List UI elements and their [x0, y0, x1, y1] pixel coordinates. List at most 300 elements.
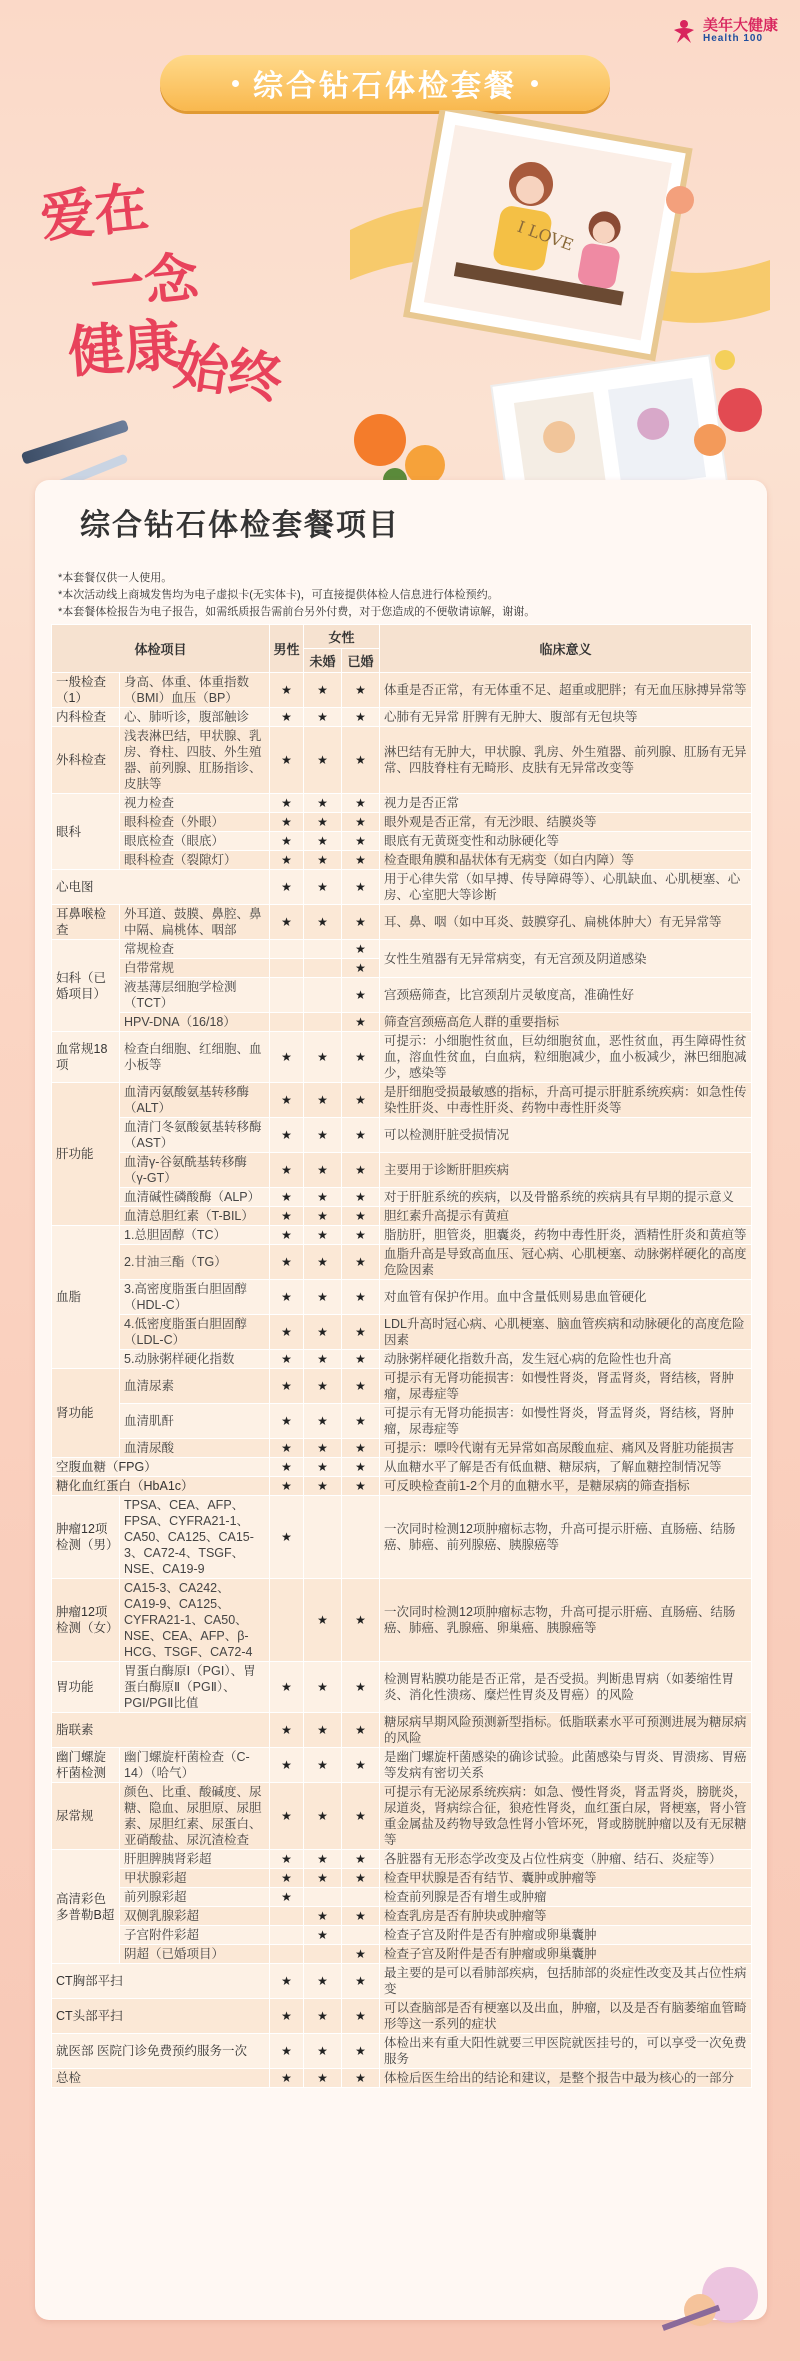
row-meaning: 检查甲状腺是否有结节、囊肿或肿瘤等 — [380, 1869, 752, 1888]
row-meaning: 体重是否正常，有无体重不足、超重或肥胖；有无血压脉搏异常等 — [380, 673, 752, 708]
row-mark-u: ★ — [304, 1926, 342, 1945]
row-mark-u: ★ — [304, 813, 342, 832]
row-category: 总检 — [52, 2069, 270, 2088]
row-mark-w: ★ — [342, 1850, 380, 1869]
row-mark-m: ★ — [270, 1662, 304, 1713]
slogan-line-4: 始终 — [170, 332, 287, 412]
row-item: 心、肺听诊，腹部触诊 — [120, 708, 270, 727]
row-mark-m — [270, 1013, 304, 1032]
row-mark-w: ★ — [342, 1458, 380, 1477]
row-meaning: 是幽门螺旋杆菌感染的确诊试验。此菌感染与胃炎、胃溃疡、胃癌等发病有密切关系 — [380, 1748, 752, 1783]
row-mark-w: ★ — [342, 1579, 380, 1662]
row-item: 5.动脉粥样硬化指数 — [120, 1350, 270, 1369]
row-mark-m: ★ — [270, 1850, 304, 1869]
row-meaning: 可以查脑部是否有梗塞以及出血，肿瘤，以及是否有脑萎缩血管畸形等这一系列的症状 — [380, 1999, 752, 2034]
table-row — [52, 1226, 752, 1245]
row-category: 空腹血糖（FPG） — [52, 1458, 270, 1477]
table-row — [52, 1350, 752, 1369]
row-item: 3.高密度脂蛋白胆固醇（HDL-C） — [120, 1280, 270, 1315]
table-row — [52, 708, 752, 727]
row-meaning: 视力是否正常 — [380, 794, 752, 813]
header-meaning: 临床意义 — [380, 625, 752, 673]
table-row — [52, 1439, 752, 1458]
row-meaning: 可反映检查前1-2个月的血糖水平，是糖尿病的筛查指标 — [380, 1477, 752, 1496]
row-mark-u: ★ — [304, 1662, 342, 1713]
row-mark-u: ★ — [304, 1907, 342, 1926]
row-mark-m: ★ — [270, 832, 304, 851]
row-mark-w: ★ — [342, 2034, 380, 2069]
row-mark-m: ★ — [270, 905, 304, 940]
row-mark-u: ★ — [304, 870, 342, 905]
row-mark-u: ★ — [304, 708, 342, 727]
table-row — [52, 978, 752, 1013]
table-row — [52, 1315, 752, 1350]
row-mark-m: ★ — [270, 1458, 304, 1477]
row-mark-w: ★ — [342, 905, 380, 940]
row-meaning: 眼外观是否正常，有无沙眼、结膜炎等 — [380, 813, 752, 832]
row-category: CT胸部平扫 — [52, 1964, 270, 1999]
row-item: 眼科检查（裂隙灯） — [120, 851, 270, 870]
row-item: 血清碱性磷酸酶（ALP） — [120, 1188, 270, 1207]
row-mark-m: ★ — [270, 1188, 304, 1207]
flower-decoration — [640, 2255, 770, 2335]
row-mark-u: ★ — [304, 1458, 342, 1477]
row-mark-w — [342, 1888, 380, 1907]
row-mark-w: ★ — [342, 1783, 380, 1850]
row-item: 颜色、比重、酸碱度、尿糖、隐血、尿胆原、尿胆素、尿胆红素、尿蛋白、亚硝酸盐、尿沉渣检查 — [120, 1783, 270, 1850]
slogan-line-1: 爱在 — [37, 174, 152, 250]
table-row — [52, 1245, 752, 1280]
row-mark-w: ★ — [342, 1032, 380, 1083]
note-line: *本次活动线上商城发售均为电子虚拟卡(无实体卡)，可直接提供体检人信息进行体检预约。 — [58, 589, 499, 601]
row-mark-w: ★ — [342, 959, 380, 978]
row-meaning: 检查眼角膜和晶状体有无病变（如白内障）等 — [380, 851, 752, 870]
row-mark-m: ★ — [270, 1439, 304, 1458]
table-row — [52, 1118, 752, 1153]
table-row — [52, 1748, 752, 1783]
table-row — [52, 1369, 752, 1404]
row-mark-u: ★ — [304, 1439, 342, 1458]
row-meaning: 检查前列腺是否有增生或肿瘤 — [380, 1888, 752, 1907]
table-row — [52, 1207, 752, 1226]
row-mark-w — [342, 1926, 380, 1945]
row-item: TPSA、CEA、AFP、FPSA、CYFRA21-1、CA50、CA125、CA15-3、CA72-4、TSGF、NSE、CA19-9 — [120, 1496, 270, 1579]
row-mark-m: ★ — [270, 673, 304, 708]
row-mark-m: ★ — [270, 2034, 304, 2069]
row-mark-m: ★ — [270, 2069, 304, 2088]
row-mark-u: ★ — [304, 1404, 342, 1439]
row-mark-m — [270, 1945, 304, 1964]
row-category: 糖化血红蛋白（HbA1c） — [52, 1477, 270, 1496]
row-item: 常规检查 — [120, 940, 270, 959]
header-male: 男性 — [270, 625, 304, 673]
header-married: 已婚 — [342, 649, 380, 673]
row-mark-w: ★ — [342, 1869, 380, 1888]
row-mark-m: ★ — [270, 1713, 304, 1748]
row-mark-w: ★ — [342, 1188, 380, 1207]
row-mark-m: ★ — [270, 727, 304, 794]
row-mark-u: ★ — [304, 1713, 342, 1748]
header-item: 体检项目 — [52, 625, 270, 673]
row-mark-m: ★ — [270, 1888, 304, 1907]
row-mark-u: ★ — [304, 1188, 342, 1207]
row-meaning: 对血管有保护作用。血中含量低则易患血管硬化 — [380, 1280, 752, 1315]
row-category: 内科检查 — [52, 708, 120, 727]
table-row — [52, 1945, 752, 1964]
row-mark-w: ★ — [342, 1207, 380, 1226]
row-item: HPV-DNA（16/18） — [120, 1013, 270, 1032]
row-mark-u: ★ — [304, 1579, 342, 1662]
row-mark-m: ★ — [270, 851, 304, 870]
row-item: 血清丙氨酸氨基转移酶（ALT） — [120, 1083, 270, 1118]
row-mark-u: ★ — [304, 1350, 342, 1369]
row-mark-u: ★ — [304, 1083, 342, 1118]
row-meaning: 淋巴结有无肿大，甲状腺、乳房、外生殖器、前列腺、肛肠有无异常、四肢脊柱有无畸形、皮肤有无异常改变等 — [380, 727, 752, 794]
ribbon-text: I LOVE — [514, 216, 577, 255]
row-mark-u: ★ — [304, 1032, 342, 1083]
row-meaning: 可提示有无肾功能损害：如慢性肾炎，肾盂肾炎，肾结核，肾肿瘤，尿毒症等 — [380, 1404, 752, 1439]
table-row — [52, 1153, 752, 1188]
row-mark-w: ★ — [342, 1662, 380, 1713]
row-meaning: 血脂升高是导致高血压、冠心病、心肌梗塞、动脉粥样硬化的高度危险因素 — [380, 1245, 752, 1280]
table-row — [52, 727, 752, 794]
row-meaning: 可提示：嘌呤代谢有无异常如高尿酸血症、痛风及肾脏功能损害 — [380, 1439, 752, 1458]
row-mark-u — [304, 978, 342, 1013]
row-category: 肾功能 — [52, 1369, 120, 1458]
row-meaning: 检查子宫及附件是否有肿瘤或卵巢囊肿 — [380, 1945, 752, 1964]
table-row — [52, 1888, 752, 1907]
row-category: 心电图 — [52, 870, 270, 905]
row-mark-u: ★ — [304, 1748, 342, 1783]
row-mark-w: ★ — [342, 727, 380, 794]
row-item: 血清肌酐 — [120, 1404, 270, 1439]
table-row — [52, 813, 752, 832]
row-mark-w: ★ — [342, 1350, 380, 1369]
table-row — [52, 851, 752, 870]
row-meaning: 从血糖水平了解是否有低血糖、糖尿病，了解血糖控制情况等 — [380, 1458, 752, 1477]
row-item: 幽门螺旋杆菌检查（C-14）（哈气） — [120, 1748, 270, 1783]
row-mark-m: ★ — [270, 1964, 304, 1999]
row-mark-m — [270, 940, 304, 959]
row-category: CT头部平扫 — [52, 1999, 270, 2034]
table-row — [52, 1850, 752, 1869]
row-mark-u: ★ — [304, 1245, 342, 1280]
row-mark-m: ★ — [270, 1496, 304, 1579]
row-category: 血常规18项 — [52, 1032, 120, 1083]
row-category: 尿常规 — [52, 1783, 120, 1850]
row-mark-m: ★ — [270, 1350, 304, 1369]
row-category: 高清彩色多普勒B超 — [52, 1850, 120, 1964]
table-row — [52, 1032, 752, 1083]
row-item: 眼科检查（外眼） — [120, 813, 270, 832]
table-row — [52, 1579, 752, 1662]
banner-dot-icon — [232, 80, 239, 87]
notes — [58, 570, 535, 621]
table-row — [52, 832, 752, 851]
row-item: 2.甘油三酯（TG） — [120, 1245, 270, 1280]
row-item: 白带常规 — [120, 959, 270, 978]
row-mark-m: ★ — [270, 1153, 304, 1188]
row-mark-m: ★ — [270, 1207, 304, 1226]
brand-logo — [671, 18, 778, 44]
row-item: 前列腺彩超 — [120, 1888, 270, 1907]
row-meaning: 女性生殖器有无异常病变，有无宫颈及阴道感染 — [380, 940, 752, 978]
row-mark-w: ★ — [342, 832, 380, 851]
row-mark-u: ★ — [304, 1783, 342, 1850]
row-item: 甲状腺彩超 — [120, 1869, 270, 1888]
row-mark-w: ★ — [342, 1748, 380, 1783]
row-category: 耳鼻喉检查 — [52, 905, 120, 940]
row-meaning: 可提示有无肾功能损害：如慢性肾炎，肾盂肾炎，肾结核，肾肿瘤，尿毒症等 — [380, 1369, 752, 1404]
row-mark-u: ★ — [304, 727, 342, 794]
header-female: 女性 — [304, 625, 380, 649]
row-item: 血清总胆红素（T-BIL） — [120, 1207, 270, 1226]
row-mark-m: ★ — [270, 1999, 304, 2034]
row-item: 1.总胆固醇（TC） — [120, 1226, 270, 1245]
row-meaning: 用于心律失常（如早搏、传导障碍等）、心肌缺血、心肌梗塞、心房、心室肥大等诊断 — [380, 870, 752, 905]
row-mark-u: ★ — [304, 1280, 342, 1315]
row-mark-w: ★ — [342, 1118, 380, 1153]
table-row — [52, 1083, 752, 1118]
row-mark-w: ★ — [342, 1999, 380, 2034]
row-mark-m: ★ — [270, 1783, 304, 1850]
note-line: *本套餐体检报告为电子报告，如需纸质报告需前台另外付费，对于您造成的不便敬请谅解，谢谢。 — [58, 606, 536, 618]
row-category: 肝功能 — [52, 1083, 120, 1226]
row-mark-m: ★ — [270, 1869, 304, 1888]
row-category: 外科检查 — [52, 727, 120, 794]
row-mark-u — [304, 940, 342, 959]
row-mark-w: ★ — [342, 940, 380, 959]
row-category: 肿瘤12项检测（男） — [52, 1496, 120, 1579]
row-mark-u: ★ — [304, 1207, 342, 1226]
table-row — [52, 2069, 752, 2088]
row-mark-w: ★ — [342, 1964, 380, 1999]
row-category: 幽门螺旋杆菌检测 — [52, 1748, 120, 1783]
table-row — [52, 1999, 752, 2034]
row-category: 就医部 医院门诊免费预约服务一次 — [52, 2034, 270, 2069]
table-row — [52, 1013, 752, 1032]
row-mark-u — [304, 959, 342, 978]
row-item: 血清尿酸 — [120, 1439, 270, 1458]
row-mark-m — [270, 978, 304, 1013]
row-mark-u: ★ — [304, 1477, 342, 1496]
exam-items-table — [51, 624, 752, 2088]
header-unmarried: 未婚 — [304, 649, 342, 673]
row-mark-u: ★ — [304, 1964, 342, 1999]
row-mark-w: ★ — [342, 1083, 380, 1118]
table-row — [52, 1713, 752, 1748]
row-mark-w: ★ — [342, 708, 380, 727]
row-item: 血清门冬氨酸氨基转移酶（AST） — [120, 1118, 270, 1153]
row-mark-u — [304, 1888, 342, 1907]
row-mark-u — [304, 1945, 342, 1964]
table-row — [52, 1662, 752, 1713]
row-mark-w: ★ — [342, 1226, 380, 1245]
section-title: 综合钻石体检套餐项目 — [80, 509, 400, 542]
row-mark-u: ★ — [304, 1850, 342, 1869]
table-row — [52, 1869, 752, 1888]
row-category: 妇科（已婚项目） — [52, 940, 120, 1032]
row-category: 血脂 — [52, 1226, 120, 1369]
row-mark-m — [270, 1907, 304, 1926]
title-banner — [160, 55, 610, 111]
table-row — [52, 1907, 752, 1926]
row-mark-m: ★ — [270, 1748, 304, 1783]
row-mark-m: ★ — [270, 708, 304, 727]
table-row — [52, 1404, 752, 1439]
table-row — [52, 1496, 752, 1579]
row-mark-w: ★ — [342, 794, 380, 813]
row-mark-u — [304, 1013, 342, 1032]
row-mark-m: ★ — [270, 794, 304, 813]
row-category: 胃功能 — [52, 1662, 120, 1713]
row-mark-m: ★ — [270, 1083, 304, 1118]
row-mark-u: ★ — [304, 905, 342, 940]
row-mark-m: ★ — [270, 813, 304, 832]
row-item: 双侧乳腺彩超 — [120, 1907, 270, 1926]
row-meaning: 最主要的是可以看肺部疾病，包括肺部的炎症性改变及其占位性病变 — [380, 1964, 752, 1999]
banner-title: 综合钻石体检套餐 — [253, 70, 517, 103]
row-mark-m: ★ — [270, 1226, 304, 1245]
slogan-line-3: 健康 — [66, 312, 183, 386]
row-mark-w: ★ — [342, 851, 380, 870]
row-mark-u: ★ — [304, 1153, 342, 1188]
row-meaning: 检查乳房是否有肿块或肿瘤等 — [380, 1907, 752, 1926]
row-item: 液基薄层细胞学检测（TCT） — [120, 978, 270, 1013]
row-mark-u: ★ — [304, 2034, 342, 2069]
row-mark-m: ★ — [270, 1477, 304, 1496]
row-meaning: 检测胃粘膜功能是否正常，是否受损。判断患胃病（如萎缩性胃炎、消化性溃疡、糜烂性胃炎及胃癌）的风险 — [380, 1662, 752, 1713]
row-meaning: 动脉粥样硬化指数升高，发生冠心病的危险性也升高 — [380, 1350, 752, 1369]
row-meaning: 眼底有无黄斑变性和动脉硬化等 — [380, 832, 752, 851]
row-mark-w: ★ — [342, 1713, 380, 1748]
brand-name-en: Health 100 — [702, 32, 764, 44]
row-meaning: 各脏器有无形态学改变及占位性病变（肿瘤、结石、炎症等） — [380, 1850, 752, 1869]
row-item: 子宫附件彩超 — [120, 1926, 270, 1945]
table-row — [52, 673, 752, 708]
row-meaning: 体检出来有重大阳性就要三甲医院就医挂号的，可以享受一次免费服务 — [380, 2034, 752, 2069]
row-mark-u: ★ — [304, 2069, 342, 2088]
row-mark-u: ★ — [304, 1226, 342, 1245]
row-item: 检查白细胞、红细胞、血小板等 — [120, 1032, 270, 1083]
row-mark-w: ★ — [342, 2069, 380, 2088]
row-mark-w: ★ — [342, 1280, 380, 1315]
row-category: 脂联素 — [52, 1713, 270, 1748]
row-meaning: LDL升高时冠心病、心肌梗塞、脑血管疾病和动脉硬化的高度危险因素 — [380, 1315, 752, 1350]
row-mark-u: ★ — [304, 851, 342, 870]
note-line: *本套餐仅供一人使用。 — [58, 572, 173, 584]
row-mark-w: ★ — [342, 1907, 380, 1926]
row-mark-m: ★ — [270, 1315, 304, 1350]
row-mark-w: ★ — [342, 1013, 380, 1032]
row-mark-w: ★ — [342, 1153, 380, 1188]
row-mark-w — [342, 1496, 380, 1579]
row-mark-u — [304, 1496, 342, 1579]
row-category: 肿瘤12项检测（女） — [52, 1579, 120, 1662]
table-row — [52, 870, 752, 905]
row-meaning: 脂肪肝，胆管炎，胆囊炎，药物中毒性肝炎，酒精性肝炎和黄疸等 — [380, 1226, 752, 1245]
row-mark-u: ★ — [304, 1999, 342, 2034]
row-mark-w: ★ — [342, 1439, 380, 1458]
row-mark-w: ★ — [342, 1945, 380, 1964]
row-mark-w: ★ — [342, 1245, 380, 1280]
row-item: 血清尿素 — [120, 1369, 270, 1404]
row-mark-u: ★ — [304, 1118, 342, 1153]
row-item: 阴超（已婚项目） — [120, 1945, 270, 1964]
row-mark-m: ★ — [270, 1369, 304, 1404]
row-meaning: 心肺有无异常 肝脾有无肿大、腹部有无包块等 — [380, 708, 752, 727]
row-meaning: 检查子宫及附件是否有肿瘤或卵巢囊肿 — [380, 1926, 752, 1945]
row-meaning: 体检后医生给出的结论和建议，是整个报告中最为核心的一部分 — [380, 2069, 752, 2088]
row-category: 眼科 — [52, 794, 120, 870]
row-item: 肝胆脾胰肾彩超 — [120, 1850, 270, 1869]
row-item: 浅表淋巴结，甲状腺、乳房、脊柱、四肢、外生殖器、前列腺、肛肠指诊、皮肤等 — [120, 727, 270, 794]
row-mark-u: ★ — [304, 832, 342, 851]
row-meaning: 对于肝脏系统的疾病，以及骨骼系统的疾病具有早期的提示意义 — [380, 1188, 752, 1207]
row-mark-u: ★ — [304, 794, 342, 813]
row-meaning: 筛查宫颈癌高危人群的重要指标 — [380, 1013, 752, 1032]
row-mark-w: ★ — [342, 673, 380, 708]
row-mark-w: ★ — [342, 813, 380, 832]
row-meaning: 可提示：小细胞性贫血，巨幼细胞贫血，恶性贫血，再生障碍性贫血，溶血性贫血，白血病，粒细胞减少，血小板减少，淋巴细胞减少，感染等 — [380, 1032, 752, 1083]
row-meaning: 胆红素升高提示有黄疸 — [380, 1207, 752, 1226]
row-mark-w: ★ — [342, 1477, 380, 1496]
row-meaning: 一次同时检测12项肿瘤标志物，升高可提示肝癌、直肠癌、结肠癌、肺癌、前列腺癌、胰腺癌等 — [380, 1496, 752, 1579]
row-item: 眼底检查（眼底） — [120, 832, 270, 851]
table-row — [52, 1188, 752, 1207]
row-meaning: 是肝细胞受损最敏感的指标，升高可提示肝脏系统疾病：如急性传染性肝炎、中毒性肝炎、药物中毒性肝炎等 — [380, 1083, 752, 1118]
row-mark-w: ★ — [342, 978, 380, 1013]
row-meaning: 可以检测肝脏受损情况 — [380, 1118, 752, 1153]
row-meaning: 可提示有无泌尿系统疾病：如急、慢性肾炎，肾盂肾炎，膀胱炎，尿道炎，肾病综合征，狼疮性肾炎，血红蛋白尿，肾梗塞，肾小管重金属盐及药物导致急性肾小管坏死，肾或膀胱肿瘤以及有无尿糖等 — [380, 1783, 752, 1850]
table-row — [52, 794, 752, 813]
row-item: 外耳道、鼓膜、鼻腔、鼻中隔、扁桃体、咽部 — [120, 905, 270, 940]
row-mark-m — [270, 1926, 304, 1945]
row-mark-w: ★ — [342, 1369, 380, 1404]
row-mark-w: ★ — [342, 870, 380, 905]
banner-dot-icon — [531, 80, 538, 87]
row-mark-m: ★ — [270, 1032, 304, 1083]
slogan-line-2: 一念 — [87, 244, 202, 320]
table-row — [52, 1926, 752, 1945]
table-row — [52, 940, 752, 959]
row-meaning: 宫颈癌筛查，比宫颈刮片灵敏度高，准确性好 — [380, 978, 752, 1013]
row-mark-m — [270, 1579, 304, 1662]
row-meaning: 糖尿病早期风险预测新型指标。低脂联素水平可预测进展为糖尿病的风险 — [380, 1713, 752, 1748]
table-row — [52, 905, 752, 940]
row-item: 血清γ-谷氨酰基转移酶（γ-GT） — [120, 1153, 270, 1188]
row-mark-u: ★ — [304, 1369, 342, 1404]
table-row — [52, 1964, 752, 1999]
row-mark-m: ★ — [270, 1404, 304, 1439]
row-item: 胃蛋白酶原Ⅰ（PGⅠ）、胃蛋白酶原Ⅱ（PGⅡ）、PGⅠ/PGⅡ比值 — [120, 1662, 270, 1713]
row-item: CA15-3、CA242、CA19-9、CA125、CYFRA21-1、CA50、NSE、CEA、AFP、β-HCG、TSGF、CA72-4 — [120, 1579, 270, 1662]
row-category: 一般检查（1） — [52, 673, 120, 708]
row-mark-u: ★ — [304, 1315, 342, 1350]
row-item: 4.低密度脂蛋白胆固醇（LDL-C） — [120, 1315, 270, 1350]
table-row — [52, 1477, 752, 1496]
row-mark-w: ★ — [342, 1404, 380, 1439]
table-row — [52, 1783, 752, 1850]
row-meaning: 主要用于诊断肝胆疾病 — [380, 1153, 752, 1188]
brand-person-icon — [671, 18, 697, 44]
table-row — [52, 1458, 752, 1477]
row-item: 视力检查 — [120, 794, 270, 813]
row-meaning: 一次同时检测12项肿瘤标志物，升高可提示肝癌、直肠癌、结肠癌、肺癌、乳腺癌、卵巢癌、胰腺癌等 — [380, 1579, 752, 1662]
row-mark-m: ★ — [270, 870, 304, 905]
row-mark-u: ★ — [304, 1869, 342, 1888]
row-mark-m: ★ — [270, 1118, 304, 1153]
